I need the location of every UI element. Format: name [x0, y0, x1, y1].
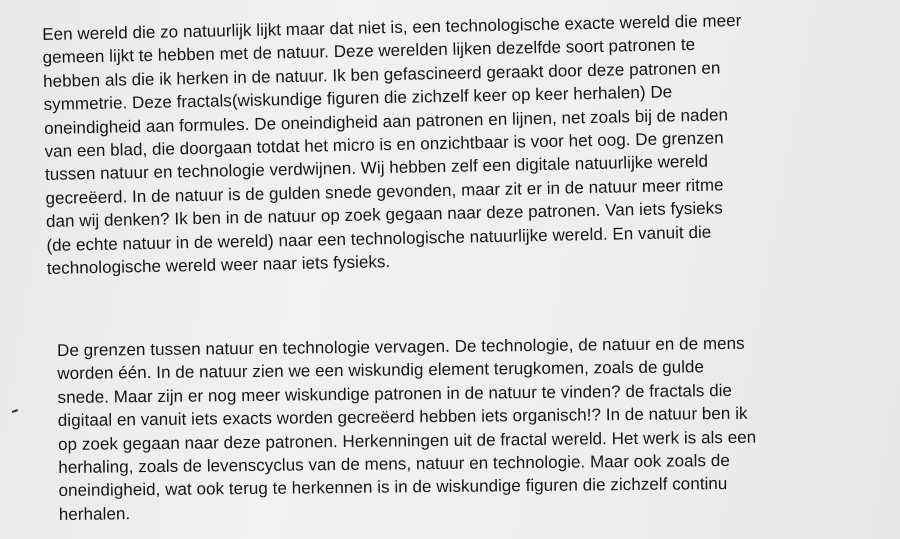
text-line: oneindigheid aan formules. De oneindigheid aan patronen en lijnen, net zoals bij de naden: [43, 104, 729, 138]
text-line: snede. Maar zijn er nog meer wiskundige patronen in de natuur te vinden? de fractals die: [57, 380, 733, 407]
text-line: herhalen.: [58, 504, 131, 524]
text-line: digitaal en vanuit iets exacts worden gecreëerd hebben iets organisch!? In de natuur ben ik: [57, 403, 748, 431]
text-line: (de echte natuur in de wereld) naar een technologische natuurlijke wereld. En vanuit die: [46, 222, 712, 255]
text-line: oneindigheid, wat ook terug te herkennen is in de wiskundige figuren die zichzelf continu: [58, 474, 728, 501]
stray-pen-mark: [12, 409, 18, 413]
text-line: Een wereld die zo natuurlijk lijkt maar dat niet is, een technologische exacte wereld die meer: [42, 10, 742, 44]
paragraph-2: [57, 332, 757, 527]
text-line: technologische wereld weer naar iets fysieks.: [46, 252, 391, 279]
text-line: symmetrie. Deze fractals(wiskundige figuren die zichzelf keer op keer herhalen) De: [43, 82, 673, 115]
text-line: tussen natuur en technologie verdwijnen. Wij hebben zelf een digitale natuurlijke wereld: [44, 152, 709, 185]
text-line: herhaling, zoals de levenscyclus van de mens, natuur en technologie. Maar ook zoals de: [58, 450, 730, 478]
text-line: De grenzen tussen natuur en technologie vervagen. De technologie, de natuur en de mens: [57, 333, 745, 360]
paragraph-1: [42, 9, 746, 280]
text-line: gecreëerd. In de natuur is de gulden snede gevonden, maar zit er in de natuur meer ritme: [45, 175, 724, 208]
text-line: worden één. In de natuur zien we een wiskundig element terugkomen, zoals de gulde: [57, 357, 705, 384]
text-line: hebben als die ik herken in de natuur. Ik ben gefascineerd geraakt door deze patronen en: [42, 58, 721, 91]
text-line: van een blad, die doorgaan totdat het micro is en onzichtbaar is voor het oog. De grenzen: [44, 128, 724, 162]
text-line: gemeen lijkt te hebben met de natuur. Deze werelden lijken dezelfde soort patronen te: [42, 35, 696, 68]
text-line: dan wij denken? Ik ben in de natuur op zoek gegaan naar deze patronen. Van iets fysieks: [45, 198, 723, 232]
text-line: op zoek gegaan naar deze patronen. Herkenningen uit de fractal wereld. Het werk is als een: [58, 427, 757, 454]
